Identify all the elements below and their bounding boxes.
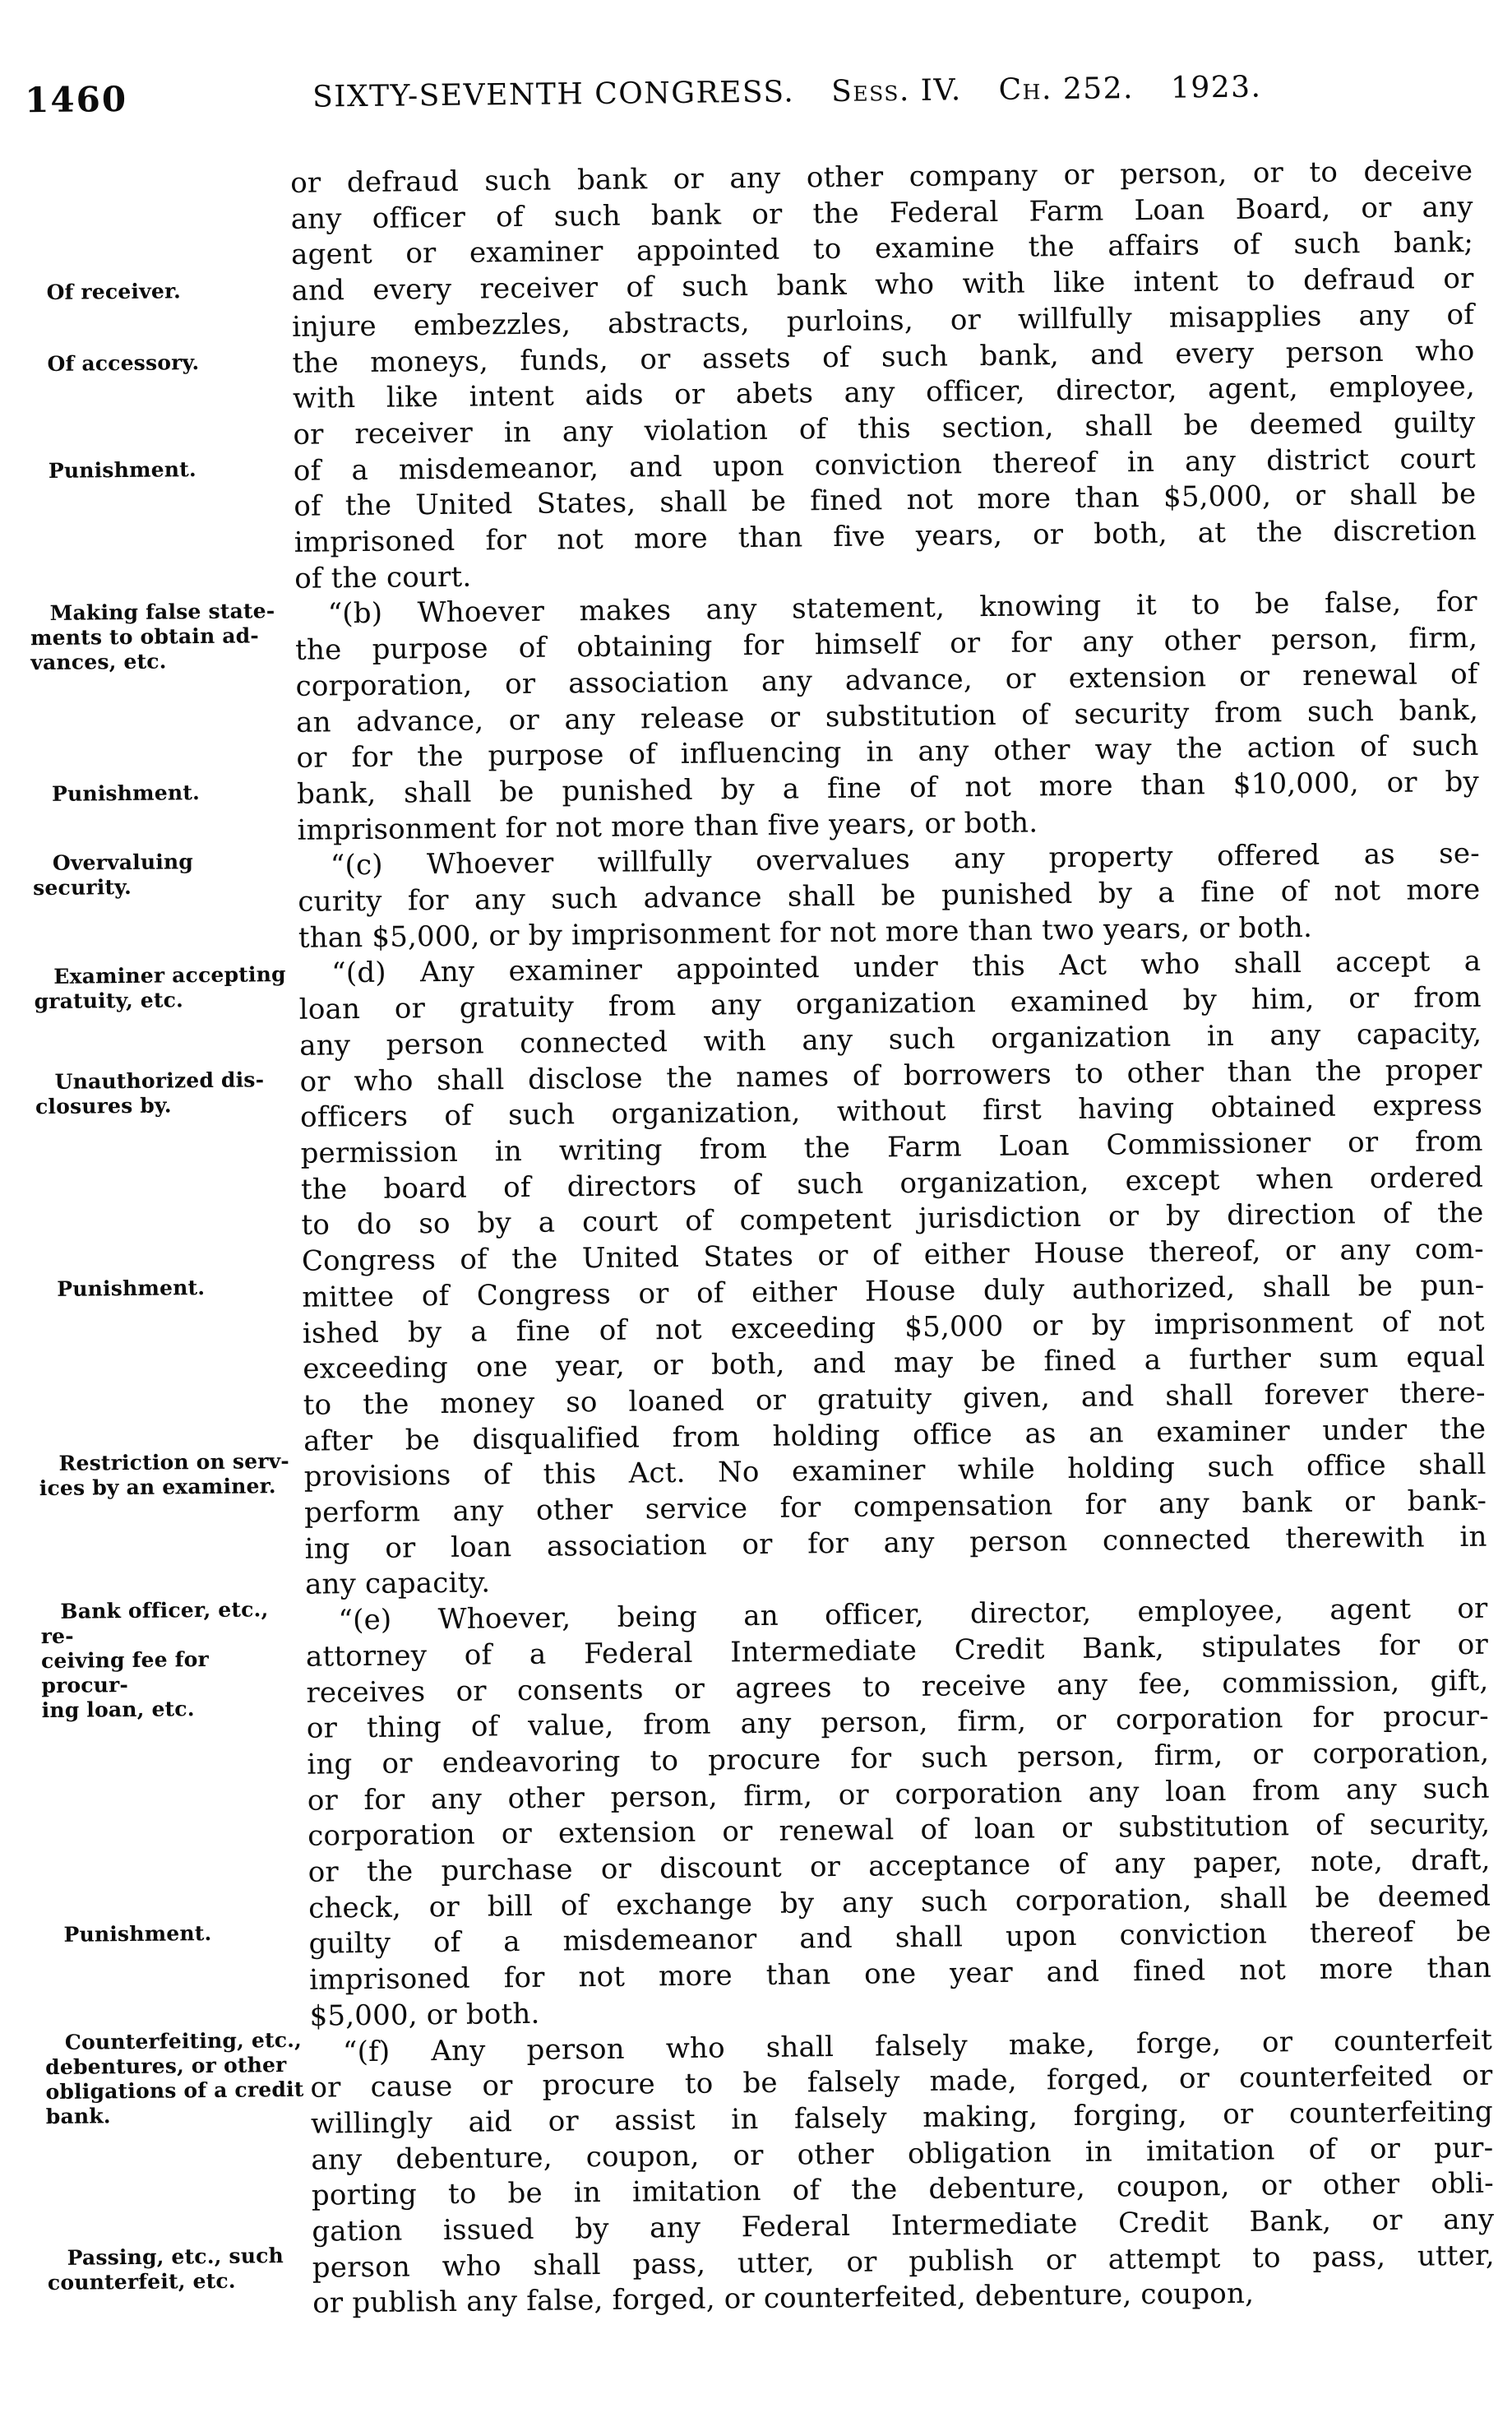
text-line: willingly aid or assist in falsely making, forging, or counterfeiting xyxy=(310,2095,1494,2141)
text-line: permission in writing from the Farm Loan Commissioner or from xyxy=(300,1124,1483,1170)
text-line: or thing of value, from any person, firm, or corporation for procur- xyxy=(306,1699,1490,1745)
running-head-chapter: Ch. 252. xyxy=(998,72,1135,107)
page-number: 1460 xyxy=(24,78,128,121)
statute-paragraph-f xyxy=(310,2022,1496,2323)
text-line: corporation or extension or renewal of loan or substitution of security, xyxy=(307,1808,1491,1854)
text-line: imprisoned for not more than one year and fined not more than xyxy=(308,1951,1492,1997)
text-line: bank, shall be punished by a fine of not more than $10,000, or by xyxy=(296,765,1480,811)
text-line: gation issued by any Federal Intermediate Credit Bank, or any xyxy=(312,2202,1495,2248)
text-line: the board of directors of such organization, except when ordered xyxy=(300,1160,1484,1206)
text-line: agent or examiner appointed to examine the affairs of such bank; xyxy=(290,226,1474,272)
statute-paragraph-e xyxy=(305,1591,1491,2035)
text-line: or cause or procure to be falsely made, forged, or counterfeited or xyxy=(310,2059,1493,2105)
text-line: or for any other person, firm, or corporation any loan from any such xyxy=(307,1771,1490,1818)
running-head-congress: SIXTY-SEVENTH CONGRESS. xyxy=(312,75,795,114)
text-line: provisions of this Act. No examiner while holding such office shall xyxy=(303,1448,1487,1494)
running-head-session: Sess. IV. xyxy=(830,73,962,109)
text-line: or the purchase or discount or acceptance of any paper, note, draft, xyxy=(307,1843,1491,1889)
margin-note-bank-officer-fee: Bank officer, etc., re- ceiving fee for procur- ing loan, etc. xyxy=(40,1597,269,1723)
text-line: to the money so loaned or gratuity given, and shall forever there- xyxy=(303,1376,1486,1422)
statute-paragraph-d xyxy=(298,944,1487,1604)
text-line: “(d) Any examiner appointed under this Act who shall accept a xyxy=(331,945,1482,990)
text-line: check, or bill of exchange by any such corporation, shall be deemed xyxy=(308,1879,1491,1925)
statute-paragraph-b xyxy=(295,585,1480,849)
text-line: ished by a fine of not exceeding $5,000 or by imprisonment of not xyxy=(302,1304,1486,1350)
text-line: after be disqualified from holding office as an examiner under the xyxy=(303,1412,1487,1458)
text-line: “(c) Whoever willfully overvalues any property offered as se- xyxy=(330,837,1481,882)
margin-note-of-receiver: Of receiver. xyxy=(46,279,182,304)
text-line: loan or gratuity from any organization examined by him, or from xyxy=(298,980,1482,1026)
margin-note-punishment-1: Punishment. xyxy=(48,457,197,483)
text-line: ing or endeavoring to procure for such person, firm, or corporation, xyxy=(307,1735,1490,1781)
text-line: perform any other service for compensation for any bank or bank- xyxy=(303,1484,1487,1530)
margin-note-passing-counterfeit: Passing, etc., such counterfeit, etc. xyxy=(47,2244,284,2295)
text-line: with like intent aids or abets any officer, director, agent, employee, xyxy=(292,369,1476,416)
text-line: “(e) Whoever, being an officer, director, employee, agent or xyxy=(338,1591,1488,1637)
text-line: than $5,000, or by imprisonment for not more than two years, or both. xyxy=(298,910,1313,955)
margin-note-restriction-examiner: Restriction on serv- ices by an examiner. xyxy=(39,1448,290,1501)
text-line: or defraud such bank or any other company or person, or to deceive xyxy=(290,154,1473,200)
text-line: any capacity. xyxy=(304,1566,491,1602)
text-line: or publish any false, forged, or counterfeited, debenture, coupon, xyxy=(312,2277,1255,2321)
text-line: injure embezzles, abstracts, purloins, or willfully misapplies any of xyxy=(291,298,1475,344)
margin-note-unauthorized-disclosures: Unauthorized dis- closures by. xyxy=(35,1067,265,1119)
text-line: officers of such organization, without first having obtained express xyxy=(299,1089,1483,1135)
text-line: attorney of a Federal Intermediate Credit Bank, stipulates for or xyxy=(305,1628,1489,1674)
text-line: of the United States, shall be fined not more than $5,000, or shall be xyxy=(294,478,1477,524)
text-line: “(f) Any person who shall falsely make, forge, or counterfeit xyxy=(342,2023,1493,2068)
statute-paragraph-a-continuation xyxy=(290,154,1477,597)
text-line: and every receiver of such bank who with like intent to defraud or xyxy=(291,262,1474,308)
margin-note-overvaluing-security: Overvaluing security. xyxy=(33,850,194,901)
running-head-year: 1923. xyxy=(1170,70,1262,105)
text-line: “(b) Whoever makes any statement, knowing it to be false, for xyxy=(327,586,1477,631)
text-line: guilty of a misdemeanor and shall upon conviction thereof be xyxy=(308,1915,1491,1961)
text-line: any officer of such bank or the Federal Farm Loan Board, or any xyxy=(290,190,1473,236)
text-line: $5,000, or both. xyxy=(309,1997,540,2033)
margin-note-punishment-3: Punishment. xyxy=(57,1276,206,1301)
text-line: to do so by a court of competent jurisdiction or by direction of the xyxy=(301,1197,1484,1243)
text-line: or receiver in any violation of this section, shall be deemed guilty xyxy=(293,405,1476,452)
text-line: imprisonment for not more than five years, or both. xyxy=(297,806,1038,847)
text-line: the moneys, funds, or assets of such bank, and every person who xyxy=(292,334,1475,380)
text-line: of the court. xyxy=(294,560,472,595)
margin-note-of-accessory: Of accessory. xyxy=(47,350,200,376)
text-line: porting to be in imitation of the debenture, coupon, or other obli- xyxy=(311,2167,1495,2213)
margin-note-making-false-statements: Making false state- ments to obtain ad- vances, etc. xyxy=(30,599,275,675)
margin-note-examiner-gratuity: Examiner accepting gratuity, etc. xyxy=(34,961,286,1014)
margin-note-punishment-2: Punishment. xyxy=(51,780,201,806)
statute-text-column xyxy=(290,154,1495,2323)
running-head xyxy=(299,70,1265,113)
text-line: imprisoned for not more than five years, or both, at the discretion xyxy=(294,513,1477,559)
text-line: mittee of Congress or of either House duly authorized, shall be pun- xyxy=(302,1268,1485,1314)
text-line: an advance, or any release or substitution of security from such bank, xyxy=(295,693,1479,739)
text-line: or for the purpose of influencing in any other way the action of such xyxy=(296,729,1479,776)
text-line: exceeding one year, or both, and may be fined a further sum equal xyxy=(303,1340,1486,1386)
text-line: of a misdemeanor, and upon conviction thereof in any district court xyxy=(293,442,1477,488)
statute-paragraph-c xyxy=(298,836,1481,956)
text-line: any person connected with any such organization in any capacity, xyxy=(299,1017,1482,1063)
text-line: receives or consents or agrees to receive any fee, commission, gift, xyxy=(306,1664,1489,1710)
text-line: corporation, or association any advance, or extension or renewal of xyxy=(295,657,1478,703)
text-line: the purpose of obtaining for himself or for any other person, firm, xyxy=(294,621,1478,667)
text-line: ing or loan association or for any person connected therewith in xyxy=(304,1520,1487,1566)
text-line: or who shall disclose the names of borrowers to other than the proper xyxy=(299,1053,1482,1099)
text-line: curity for any such advance shall be punished by a fine of not more xyxy=(298,873,1481,919)
text-line: Congress of the United States or of either House thereof, or any com- xyxy=(301,1232,1485,1278)
text-line: person who shall pass, utter, or publish or attempt to pass, utter, xyxy=(312,2239,1495,2285)
margin-note-counterfeiting: Counterfeiting, etc., debentures, or other obligations of a credit bank. xyxy=(45,2027,304,2129)
text-line: any debenture, coupon, or other obligation in imitation of or pur- xyxy=(311,2131,1494,2177)
margin-note-punishment-4: Punishment. xyxy=(63,1920,212,1947)
